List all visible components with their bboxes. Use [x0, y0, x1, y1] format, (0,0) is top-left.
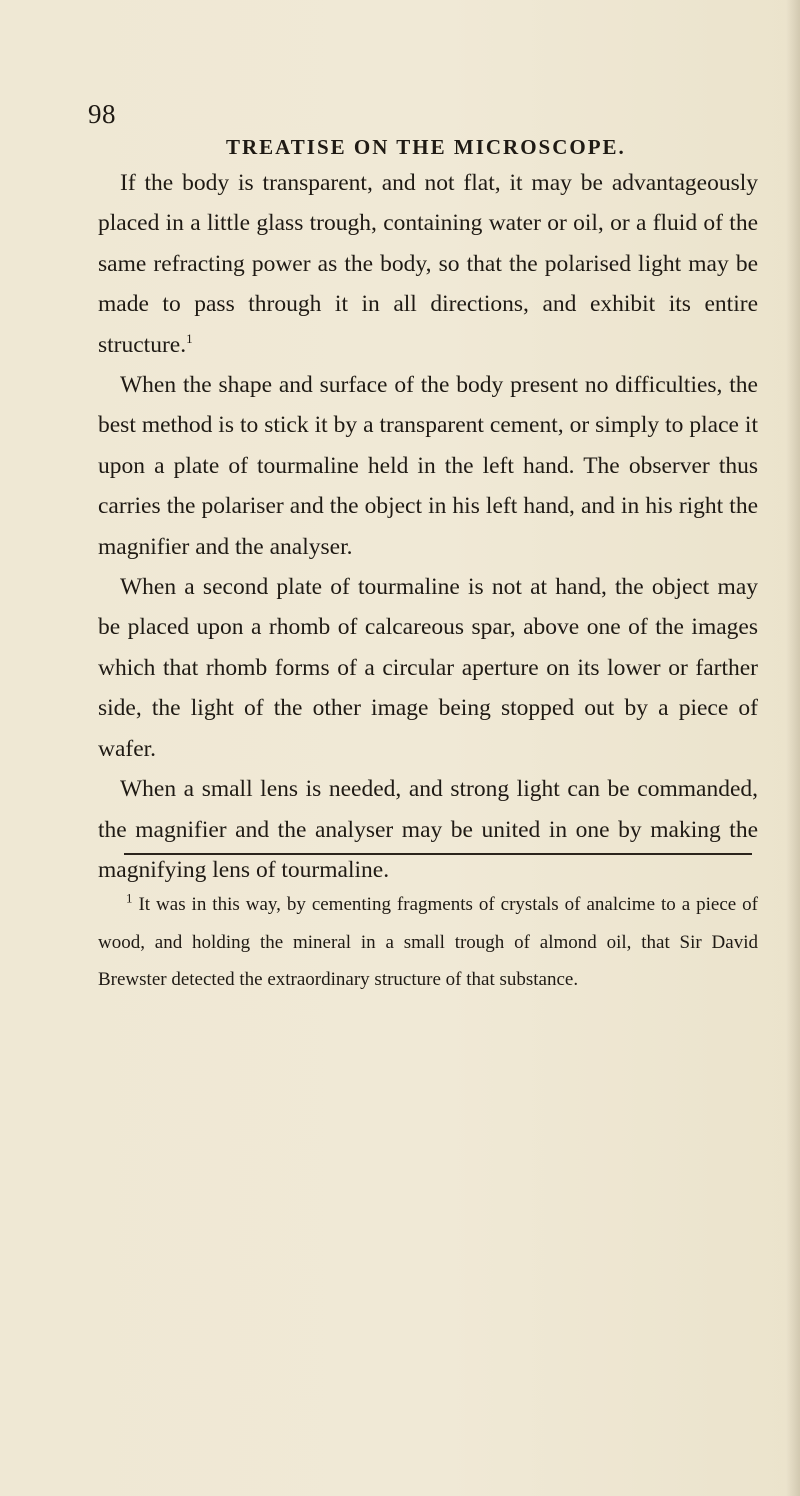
paragraph-3 — [98, 567, 758, 769]
main-text — [98, 163, 758, 890]
page-number: 98 — [88, 99, 116, 129]
paragraph-1 — [98, 163, 758, 365]
footnote-text: It was in this way, by cementing fragments of crystals of analcime to a piece of wood, and holding the mineral in a small trough of almond oil, that Sir David Brewster detected the extraordinary structure of that substance. — [98, 894, 758, 991]
paragraph-4-text: When a small lens is needed, and strong light can be commanded, the magnifier and the analyser may be united in one by making the magnifying lens of tourmaline. — [98, 776, 758, 883]
paragraph-3-text: When a second plate of tourmaline is not at hand, the object may be placed upon a rhomb of calcareous spar, above one of the images which that rhomb forms of a circular aperture on its lower or farther side, the light of the other image being stopped out by a piece of wafer. — [98, 574, 758, 762]
paragraph-4 — [98, 769, 758, 890]
footnote — [98, 886, 758, 999]
footnote-mark: 1 — [126, 890, 133, 906]
footnote-reference: 1 — [186, 330, 193, 346]
paragraph-1-text: If the body is transparent, and not flat, it may be advantageously placed in a little glass trough, containing water or oil, or a fluid of the same refracting power as the body, so that the polarised light may be made to pass through it in all directions, and exhibit its entire structure. — [98, 170, 758, 358]
page-edge-shadow — [786, 0, 800, 1496]
paragraph-2-text: When the shape and surface of the body present no difficulties, the best method is to stick it by a transparent cement, or simply to place it upon a plate of tourmaline held in the left hand. The observer thus carries the polariser and the object in his left hand, and in his right the magnifier and the analyser. — [98, 372, 758, 560]
footnote-paragraph — [98, 886, 758, 999]
footnote-divider — [124, 853, 752, 855]
paragraph-2 — [98, 365, 758, 567]
running-head: TREATISE ON THE MICROSCOPE. — [226, 135, 626, 159]
